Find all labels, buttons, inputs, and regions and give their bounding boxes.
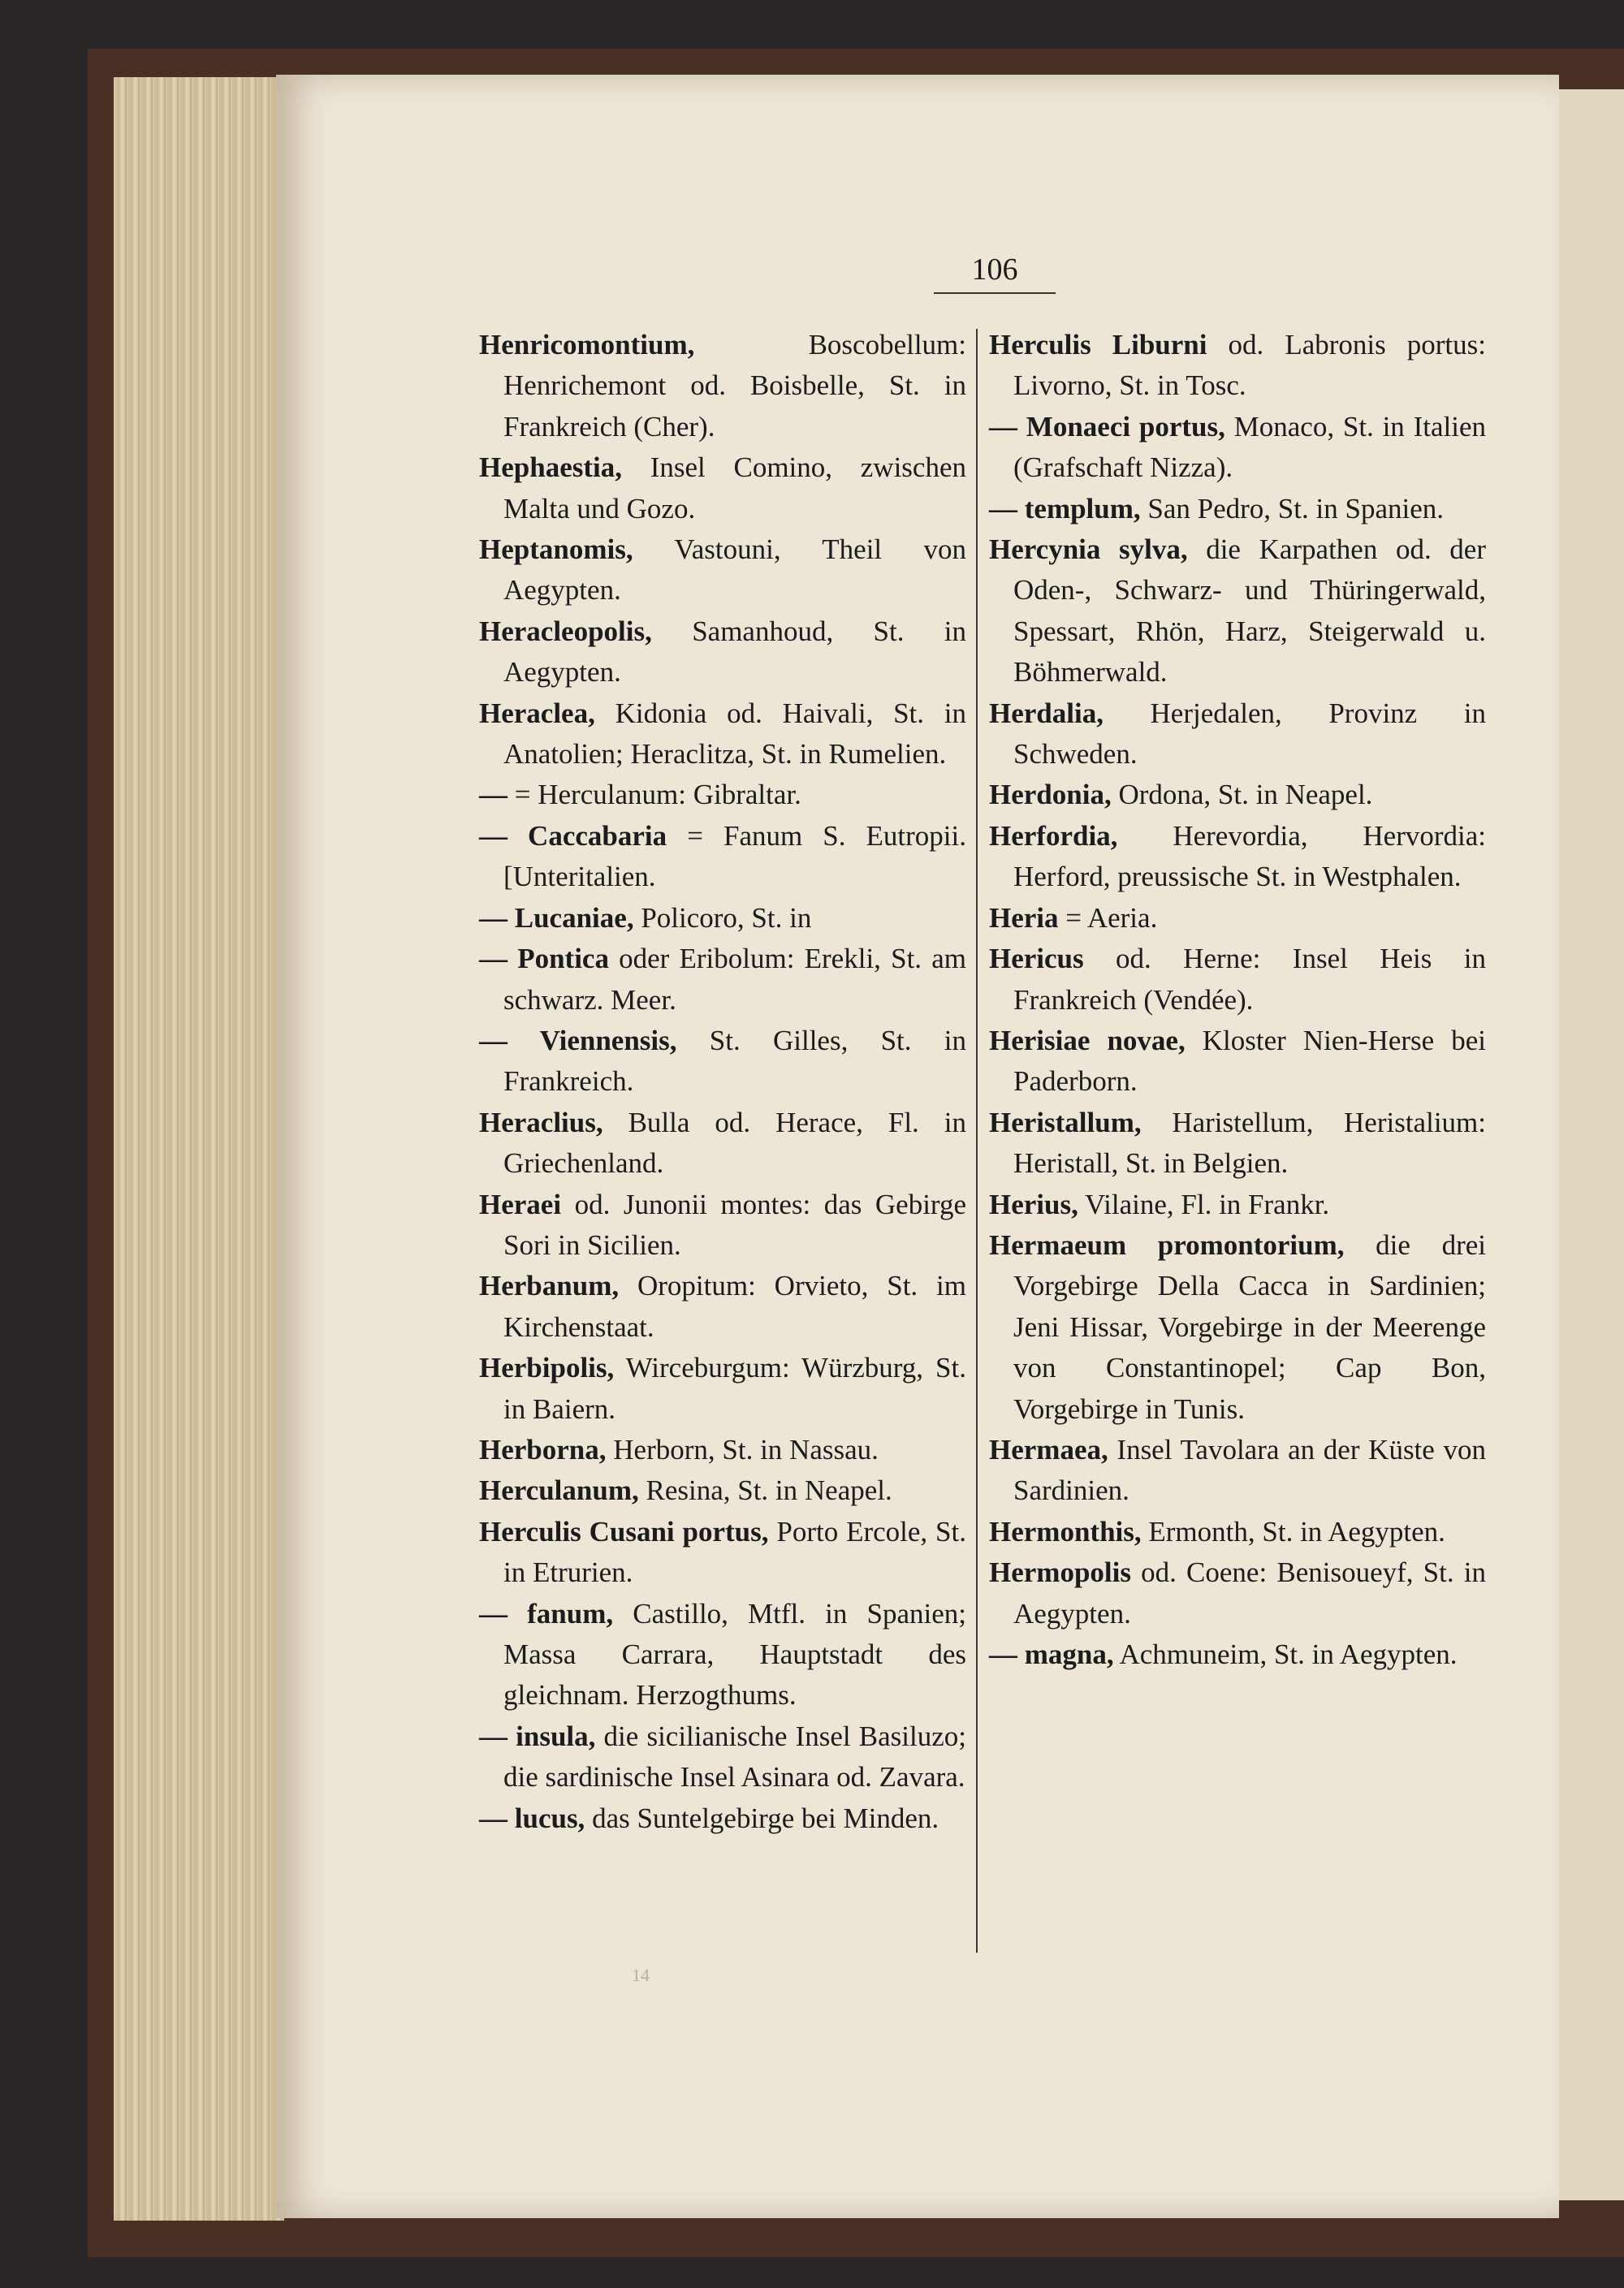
- entry-text: die Karpathen od. der Oden-, Schwarz- und Thüringerwald, Spessart, Rhön, Harz, Steigerwald u. Böhmerwald.: [1013, 533, 1486, 689]
- dictionary-entry: [479, 1185, 966, 1267]
- dictionary-entry: [989, 1225, 1486, 1430]
- dictionary-entry: [479, 1716, 966, 1798]
- entry-headword: —: [479, 779, 515, 811]
- entry-headword: Herdalia,: [989, 697, 1104, 729]
- dictionary-entry: [479, 1021, 966, 1103]
- left-column: [479, 325, 966, 1839]
- entry-text: Ermonth, St. in Aegypten.: [1141, 1515, 1445, 1548]
- dictionary-entry: [479, 325, 966, 447]
- entry-text: St. Gilles, St. in Frankreich.: [503, 1024, 966, 1098]
- entry-text: Vastouni, Theil von Aegypten.: [503, 533, 966, 607]
- entry-text: Insel Tavolara an der Küste von Sardinien.: [1013, 1433, 1486, 1507]
- entry-headword: Herfordia,: [989, 819, 1118, 852]
- entry-text: od. Labronis portus: Livorno, St. in Tosc.: [1013, 329, 1486, 402]
- entry-headword: Hericus: [989, 943, 1084, 975]
- entry-text: Ordona, St. in Neapel.: [1111, 779, 1373, 811]
- dictionary-entry: [989, 325, 1486, 407]
- dictionary-entry: [989, 1430, 1486, 1512]
- entry-headword: Herculis Liburni: [989, 329, 1207, 360]
- dictionary-entry: [989, 407, 1486, 489]
- entry-headword: Herisiae novae,: [989, 1024, 1186, 1056]
- entry-text: od. Junonii montes: das Gebirge Sori in Sicilien.: [503, 1188, 966, 1261]
- entry-text: Insel Comino, zwischen Malta und Gozo.: [503, 451, 966, 525]
- entry-text: Resina, St. in Neapel.: [638, 1474, 892, 1507]
- entry-headword: Heria: [989, 901, 1059, 934]
- entry-text: Castillo, Mtfl. in Spanien; Massa Carrara, Hauptstadt des gleichnam. Herzogthums.: [503, 1597, 967, 1712]
- dictionary-entry: [989, 1103, 1486, 1185]
- entry-text: Haristellum, Heristalium: Heristall, St. in Belgien.: [1013, 1106, 1486, 1180]
- entry-text: Achmuneim, St. in Aegypten.: [1113, 1638, 1458, 1670]
- column-divider: [976, 329, 978, 1953]
- entry-text: Vilaine, Fl. in Frankr.: [1078, 1188, 1330, 1220]
- dictionary-entry: [479, 1512, 966, 1594]
- entry-headword: — templum,: [989, 492, 1141, 525]
- dictionary-entry: [989, 489, 1486, 529]
- dictionary-entry: [479, 816, 966, 898]
- entry-headword: — Caccabaria: [479, 819, 667, 852]
- entry-headword: — magna,: [989, 1638, 1114, 1670]
- page-edges: [114, 77, 284, 2221]
- entry-text: = Fanum S. Eutropii. [Unteritalien.: [503, 819, 967, 893]
- entry-text: Kidonia od. Haivali, St. in Anatolien; Heraclitza, St. in Rumelien.: [503, 697, 966, 771]
- entry-text: od. Coene: Benisoueyf, St. in Aegypten.: [1013, 1556, 1486, 1630]
- dictionary-entry: [989, 1185, 1486, 1225]
- entry-headword: — fanum,: [479, 1597, 614, 1630]
- entry-headword: Hephaestia,: [479, 451, 622, 484]
- dictionary-entry: [989, 1512, 1486, 1552]
- entry-headword: Hermopolis: [989, 1556, 1131, 1589]
- entry-text: Herjedalen, Provinz in Schweden.: [1013, 697, 1486, 771]
- dictionary-entry: [989, 939, 1486, 1021]
- entry-headword: — lucus,: [479, 1802, 585, 1834]
- entry-headword: Heracleopolis,: [479, 615, 652, 647]
- dictionary-entry: [479, 1470, 966, 1511]
- entry-headword: Herdonia,: [989, 779, 1112, 811]
- dictionary-entry: [479, 611, 966, 693]
- dictionary-entry: [479, 775, 966, 815]
- entry-headword: — insula,: [479, 1720, 596, 1752]
- entry-headword: Henricomontium,: [479, 329, 695, 360]
- dictionary-entry: [989, 1634, 1486, 1675]
- entry-text: das Suntelgebirge bei Minden.: [585, 1802, 939, 1834]
- entry-headword: Heptanomis,: [479, 533, 633, 566]
- entry-headword: Herius,: [989, 1188, 1078, 1220]
- entry-headword: Heraclius,: [479, 1106, 603, 1138]
- signature-mark: 14: [632, 1965, 650, 1985]
- dictionary-entry: [989, 775, 1486, 815]
- entry-headword: — Viennensis,: [479, 1024, 677, 1056]
- dictionary-entry: [479, 693, 966, 775]
- entry-text: Bulla od. Herace, Fl. in Griechenland.: [503, 1106, 966, 1180]
- entry-headword: — Monaeci portus,: [989, 410, 1225, 442]
- dictionary-entry: [479, 529, 966, 611]
- entry-headword: Herbanum,: [479, 1270, 620, 1302]
- entry-text: Kloster Nien-Herse bei Paderborn.: [1013, 1024, 1486, 1098]
- dictionary-entry: [479, 939, 966, 1021]
- entry-text: od. Herne: Insel Heis in Frankreich (Vendée).: [1013, 943, 1486, 1016]
- entry-headword: Herbipolis,: [479, 1352, 615, 1384]
- entry-text: Wirceburgum: Würzburg, St. in Baiern.: [503, 1352, 966, 1425]
- entry-text: Herborn, St. in Nassau.: [606, 1433, 879, 1466]
- entry-headword: Hermaeum promontorium,: [989, 1228, 1345, 1261]
- entry-text: Samanhoud, St. in Aegypten.: [503, 615, 966, 689]
- dictionary-entry: [479, 1798, 966, 1839]
- dictionary-entry: [989, 529, 1486, 693]
- entry-headword: Hermonthis,: [989, 1515, 1142, 1548]
- entry-text: Oropitum: Orvieto, St. im Kirchenstaat.: [503, 1270, 966, 1343]
- dictionary-entry: [479, 898, 966, 939]
- entry-text: oder Eribolum: Erekli, St. am schwarz. Meer.: [503, 943, 966, 1016]
- dictionary-entry: [479, 447, 966, 529]
- dictionary-entry: [989, 1552, 1486, 1634]
- entry-headword: Hercynia sylva,: [989, 533, 1188, 566]
- entry-headword: Herculis Cusani portus,: [479, 1515, 769, 1548]
- entry-text: die drei Vorgebirge Della Cacca in Sardinien; Jeni Hissar, Vorgebirge in der Meerenge von Constantinopel; Cap Bon, Vorgebirge in Tunis.: [1013, 1228, 1486, 1425]
- dictionary-entry: [479, 1266, 966, 1348]
- entry-headword: — Lucaniae,: [479, 901, 634, 934]
- entry-text: Porto Ercole, St. in Etrurien.: [503, 1515, 966, 1589]
- page-number: 106: [934, 252, 1056, 294]
- dictionary-entry: [479, 1103, 966, 1185]
- entry-headword: Heraei: [479, 1188, 562, 1220]
- facing-page-edge: [1559, 89, 1624, 2200]
- entry-headword: Heraclea,: [479, 697, 595, 729]
- entry-text: Boscobellum: Henrichemont od. Boisbelle, St. in Frankreich (Cher).: [503, 329, 966, 442]
- dictionary-entry: [989, 1021, 1486, 1103]
- entry-headword: Heristallum,: [989, 1106, 1142, 1138]
- entry-text: = Herculanum: Gibraltar.: [514, 779, 801, 811]
- entry-text: San Pedro, St. in Spanien.: [1140, 492, 1444, 525]
- entry-headword: Herculanum,: [479, 1474, 639, 1507]
- dictionary-entry: [989, 816, 1486, 898]
- entry-headword: Hermaea,: [989, 1433, 1108, 1466]
- dictionary-entry: [479, 1430, 966, 1470]
- dictionary-entry: [479, 1594, 966, 1716]
- entry-text: Monaco, St. in Italien (Grafschaft Nizza).: [1013, 410, 1486, 484]
- dictionary-entry: [989, 693, 1486, 775]
- dictionary-entry: [479, 1348, 966, 1430]
- entry-text: Herevordia, Hervordia: Herford, preussische St. in Westphalen.: [1013, 819, 1486, 893]
- dictionary-entry: [989, 898, 1486, 939]
- right-column: [989, 325, 1486, 1675]
- entry-headword: — Pontica: [479, 943, 609, 975]
- entry-text: = Aeria.: [1058, 901, 1158, 934]
- entry-text: Policoro, St. in: [633, 901, 812, 934]
- entry-text: die sicilianische Insel Basiluzo; die sardinische Insel Asinara od. Zavara.: [503, 1720, 966, 1794]
- entry-headword: Herborna,: [479, 1433, 607, 1466]
